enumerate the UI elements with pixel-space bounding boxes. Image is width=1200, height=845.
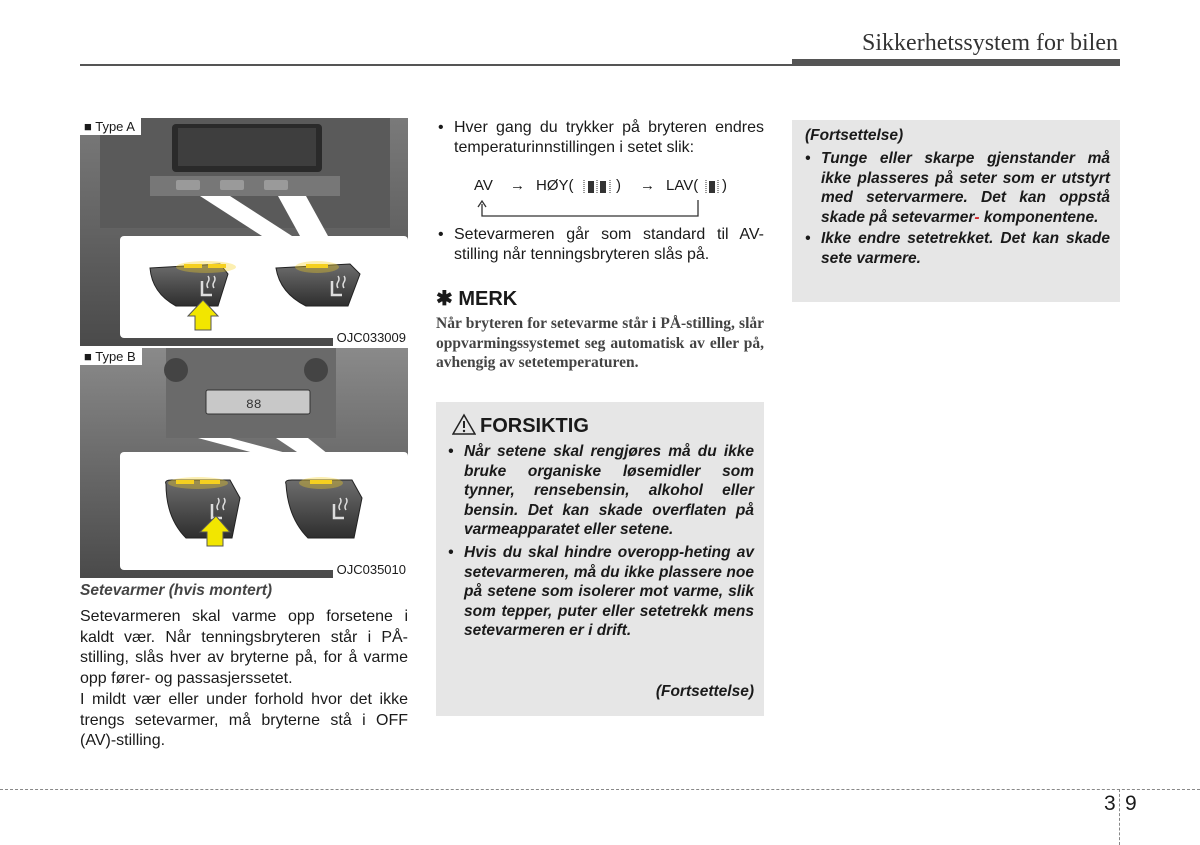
heat-low-icon: [704, 178, 720, 196]
seq-hoy: HØY(: [536, 177, 574, 194]
bullet-list: [436, 118, 764, 157]
continued-list: [805, 149, 1110, 271]
seq-close: ): [722, 177, 727, 194]
figure-type-a-label: ■ Type A: [80, 118, 141, 135]
list-item: • Hver gang du trykker på bryteren endres temperaturinnstillingen i setet slik:: [436, 118, 764, 157]
list-item: • Setevarmeren går som standard til AV-stilling når tenningsbryteren slås på.: [436, 225, 764, 264]
return-arrow-icon: [476, 198, 706, 222]
list-item: • Når setene skal rengjøres må du ikke bruke organiske løsemidler som tynner, rensebensin, alkohol eller bensin. Det kan skade overflaten på varmeapparatet eller setene.: [448, 442, 754, 540]
caution-box: [436, 402, 764, 716]
hyphen-mark: -: [974, 208, 980, 226]
warning-triangle-icon: [452, 413, 476, 435]
figure-type-b-illustration: [80, 348, 408, 578]
seq-av: AV: [474, 177, 493, 194]
heat-high-icon: [582, 178, 612, 196]
continued-heading: (Fortsettelse): [805, 127, 904, 144]
header-bar: [792, 59, 1120, 66]
body-paragraph: I mildt vær eller under forhold hvor det ikke trengs setevarmer, må bryterne stå i OFF (AV)-stilling.: [80, 691, 408, 749]
seq-arrow: →: [510, 177, 525, 194]
figure-type-a-code: OJC033009: [333, 329, 408, 346]
caution-list: [448, 442, 754, 644]
seq-lav: LAV(: [666, 177, 699, 194]
note-title: ✱ MERK: [436, 288, 518, 310]
page-number: 9: [1125, 792, 1137, 815]
continued-box: [792, 120, 1120, 302]
list-item: • Hvis du skal hindre overopp-heting av setevarmeren, må du ikke plassere noe på setene som isolerer mot varme, slik som tepper, puter eller setetrekk mens setevarmeren er i drift.: [448, 543, 754, 641]
figure-type-b: [80, 348, 408, 578]
chapter-number: 3: [1104, 792, 1116, 815]
page-header-title: Sikkerhetssystem for bilen: [862, 30, 1118, 56]
footer-divider: [1119, 789, 1120, 845]
continued-label: (Fortsettelse): [655, 683, 754, 700]
figure-type-b-label: ■ Type B: [80, 348, 142, 365]
figure-type-b-code: OJC035010: [333, 561, 408, 578]
section-subheading: Setevarmer (hvis montert): [80, 582, 273, 599]
display-readout: 88: [246, 397, 262, 412]
list-item: • Tunge eller skarpe gjenstander må ikke plasseres på seter som er utstyrt med setervarmere. Det kan oppstå skade på setevarmer- komponentene.: [805, 149, 1110, 227]
footer-rule: [0, 789, 1200, 790]
note-body: Når bryteren for setevarme står i PÅ-stilling, slår oppvarmingssystemet seg automatisk av eller på, avhengig av setetemperaturen.: [436, 315, 764, 371]
caution-title: FORSIKTIG: [480, 415, 589, 437]
figure-type-a-illustration: [80, 118, 408, 346]
setting-sequence: [436, 172, 766, 222]
seq-arrow: →: [640, 177, 655, 194]
list-item: • Ikke endre setetrekket. Det kan skade sete varmere.: [805, 229, 1110, 268]
seq-close: ): [616, 177, 621, 194]
body-paragraph: Setevarmeren skal varme opp forsetene i kaldt vær. Når tenningsbryteren står i PÅ-stilling, slås hver av bryterne på, for å varme opp fører- og passasjerssetet.: [80, 608, 408, 687]
bullet-list: [436, 225, 764, 264]
figure-type-a: [80, 118, 408, 346]
